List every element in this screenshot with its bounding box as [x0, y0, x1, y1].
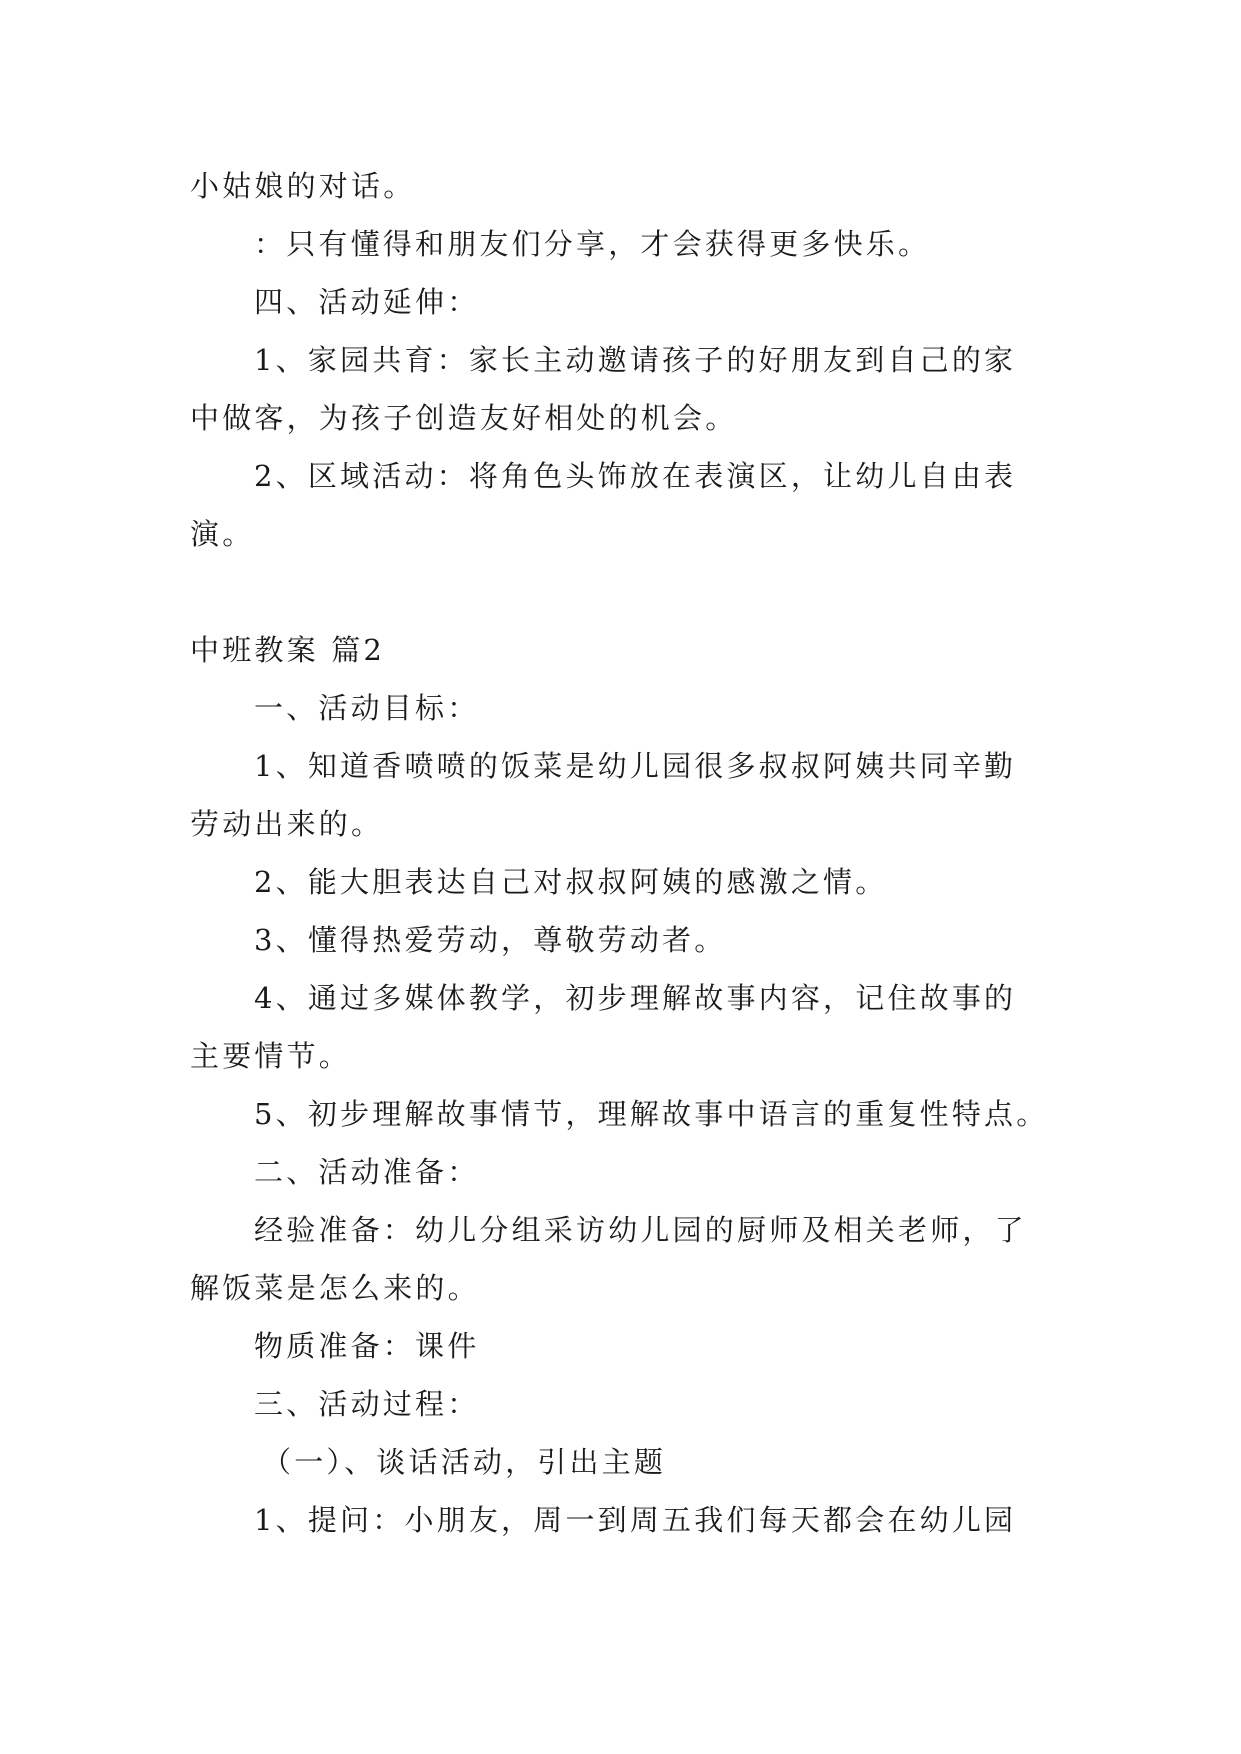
paragraph-line: 主要情节。: [190, 1039, 352, 1073]
paragraph-line: 演。: [190, 517, 255, 551]
paragraph-line: 经验准备：幼儿分组采访幼儿园的厨师及相关老师，了: [254, 1213, 1027, 1247]
paragraph-line: 2、能大胆表达自己对叔叔阿姨的感激之情。: [254, 865, 888, 899]
paragraph-line: 物质准备：课件: [254, 1329, 480, 1363]
paragraph-line: 1、提问：小朋友，周一到周五我们每天都会在幼儿园: [254, 1503, 1017, 1537]
section-heading: 一、活动目标：: [254, 691, 480, 725]
paragraph-line: 2、区域活动：将角色头饰放在表演区，让幼儿自由表: [254, 459, 1017, 493]
paragraph-line: 4、通过多媒体教学，初步理解故事内容，记住故事的: [254, 981, 1017, 1015]
section-heading: 二、活动准备：: [254, 1155, 480, 1189]
paragraph-line: 1、家园共育：家长主动邀请孩子的好朋友到自己的家: [254, 343, 1017, 377]
paragraph-line: 3、懂得热爱劳动，尊敬劳动者。: [254, 923, 727, 957]
paragraph-line: 1、知道香喷喷的饭菜是幼儿园很多叔叔阿姨共同辛勤: [254, 749, 1017, 783]
document-title: 中班教案 篇2: [190, 633, 386, 667]
paragraph-line: 解饭菜是怎么来的。: [190, 1271, 480, 1305]
subsection-heading: （一）、谈话活动，引出主题: [262, 1445, 667, 1479]
paragraph-line: 中做客，为孩子创造友好相处的机会。: [190, 401, 738, 435]
section-heading: 三、活动过程：: [254, 1387, 480, 1421]
paragraph-line: 小姑娘的对话。: [190, 169, 416, 203]
paragraph-line: 劳动出来的。: [190, 807, 384, 841]
paragraph-line: 5、初步理解故事情节，理解故事中语言的重复性特点。: [254, 1097, 1049, 1131]
section-heading: 四、活动延伸：: [254, 285, 480, 319]
paragraph-line: ：只有懂得和朋友们分享，才会获得更多快乐。: [254, 227, 931, 261]
